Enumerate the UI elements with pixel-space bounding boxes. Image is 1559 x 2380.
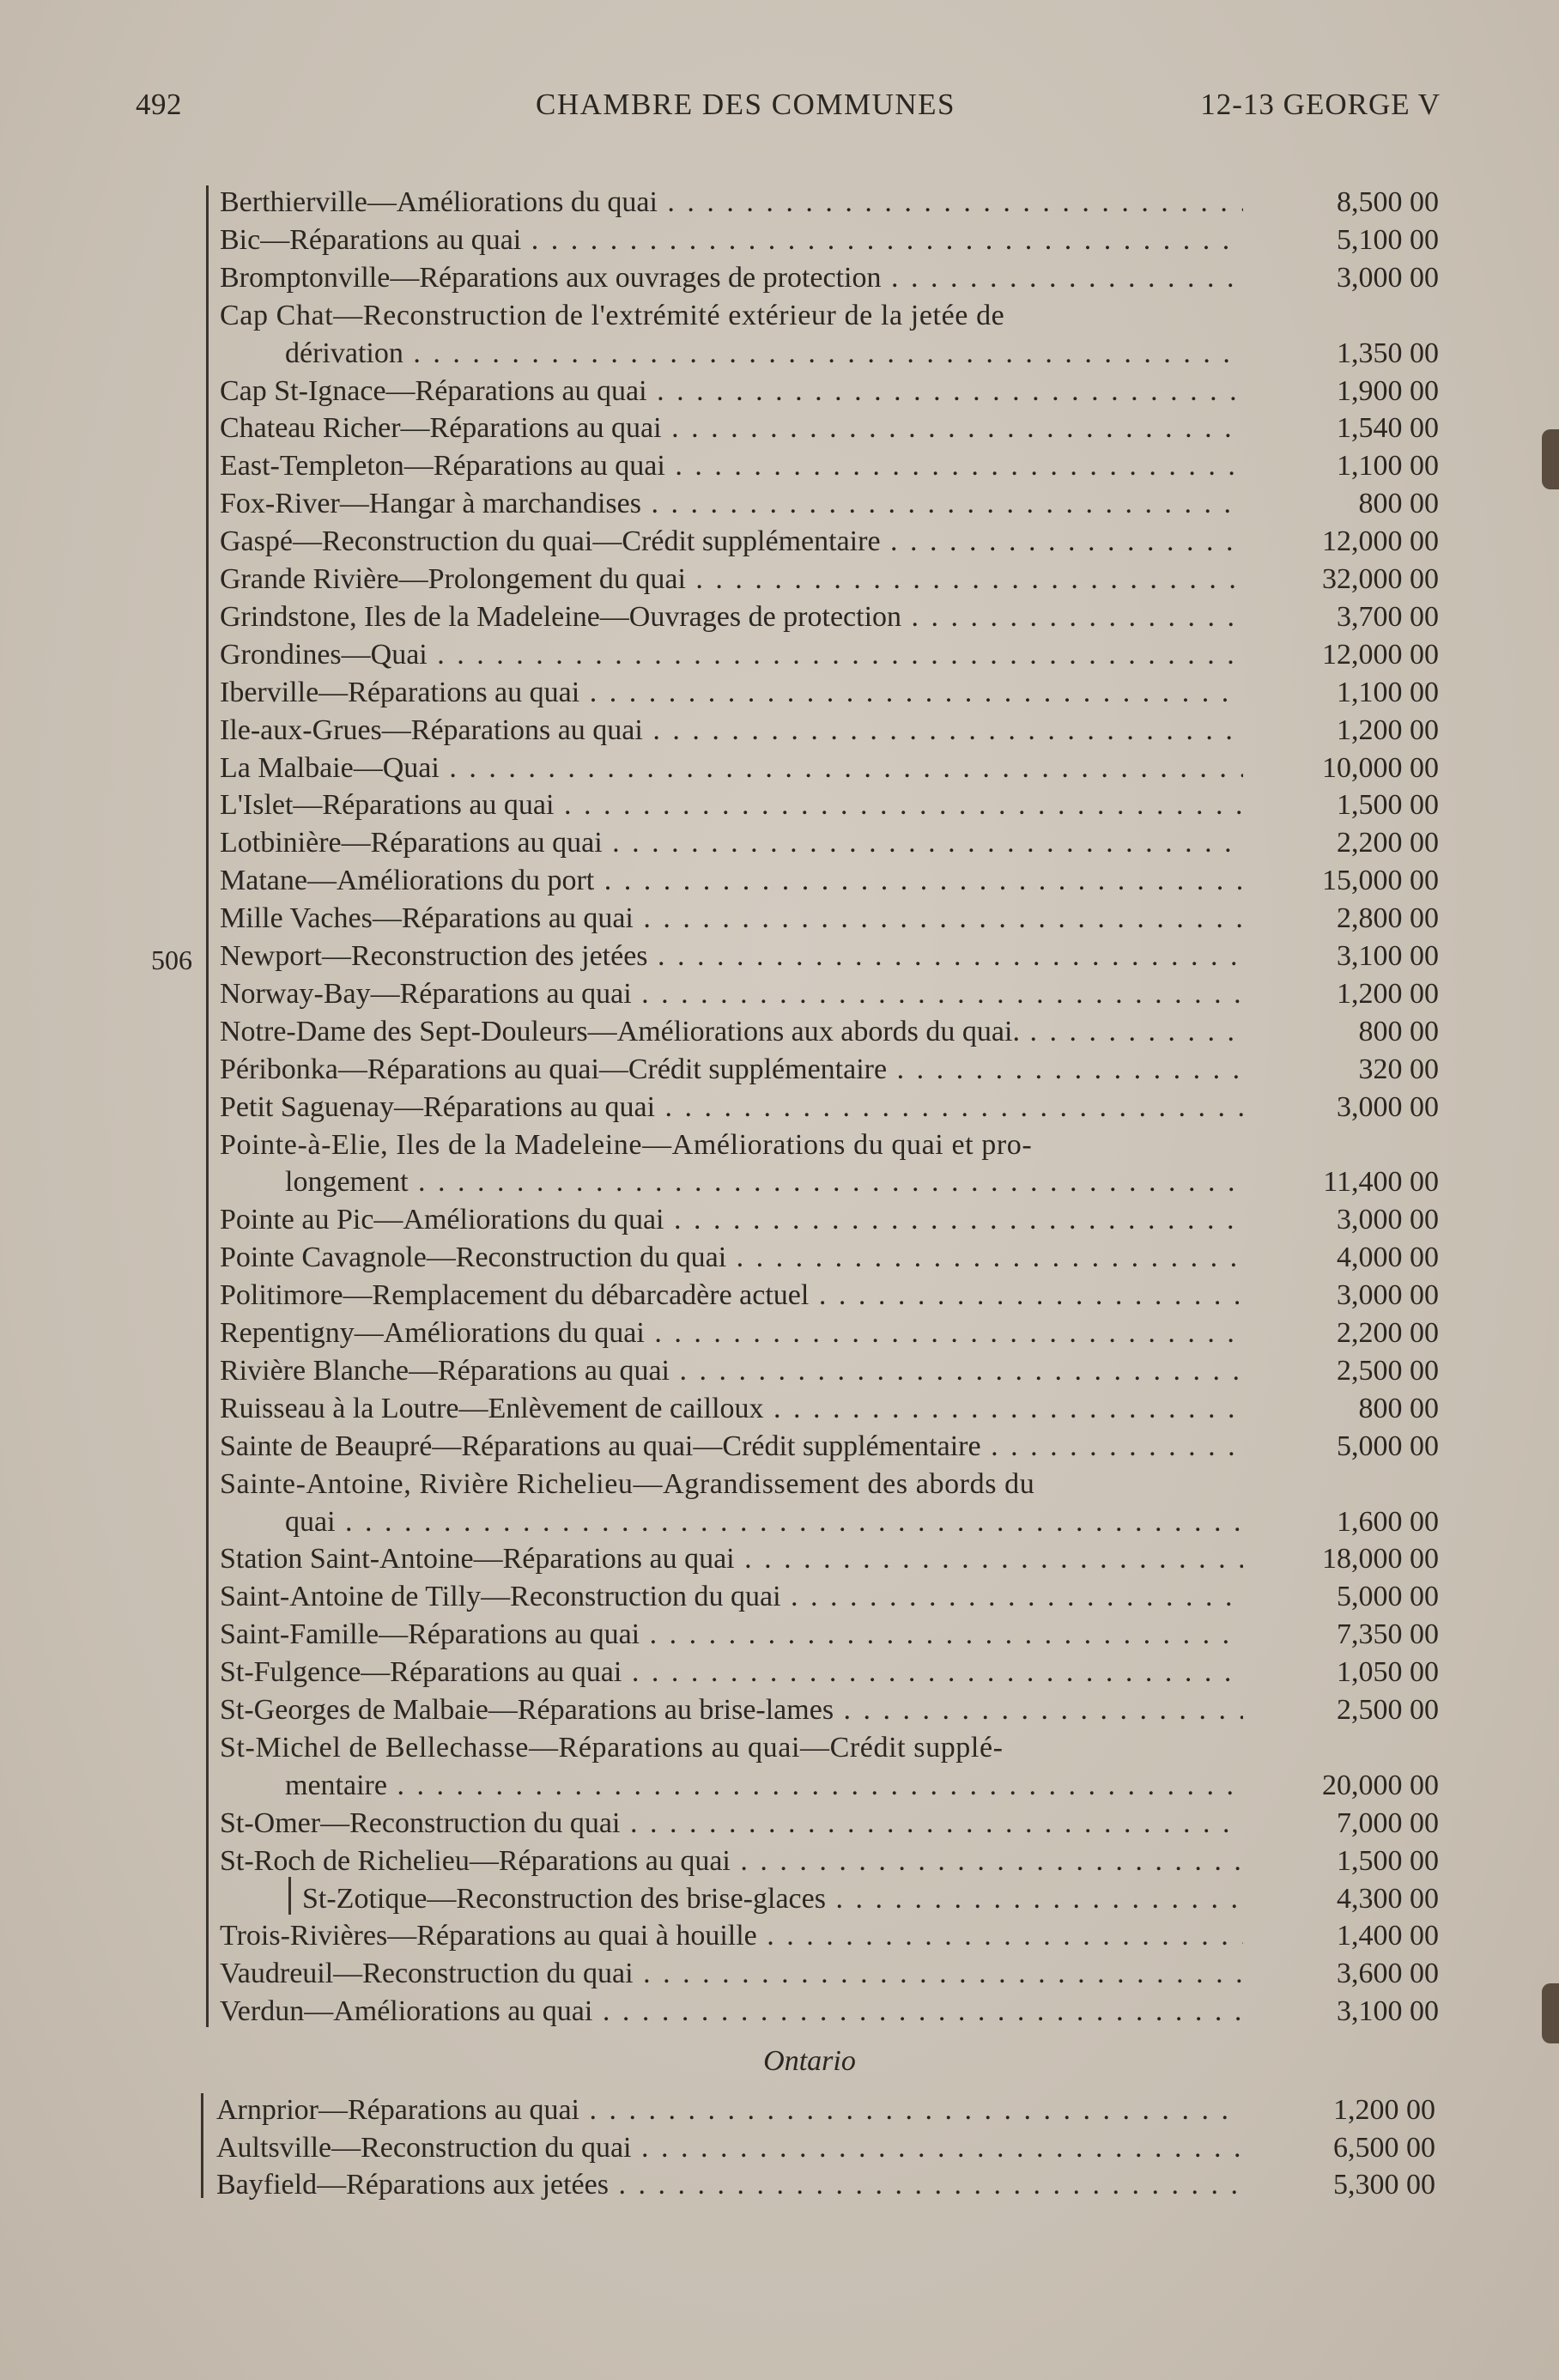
entry-description: St-Georges de Malbaie—Réparations au brise-lames . . . — [220, 1691, 1243, 1729]
entry-description: Cap Chat—Reconstruction de l'extrémité extérieur de la jetée de — [220, 299, 1005, 331]
entry-amount: 2,200 00 — [1337, 827, 1439, 859]
entry-line — [220, 184, 1439, 222]
entry-line — [220, 1201, 1439, 1239]
entry-description: Politimore—Remplacement du débarcadère actuel . . . — [220, 1277, 1243, 1314]
entry-line — [220, 636, 1439, 674]
entry-description: Iberville—Réparations au quai . . . — [220, 674, 1243, 712]
entry-line — [220, 1917, 1439, 1955]
entry-amount: 4,300 00 — [1337, 1882, 1439, 1915]
entry-description: Aultsville—Reconstruction du quai . . . — [216, 2129, 1240, 2167]
entry-line — [220, 1767, 1439, 1805]
entry-amount: 3,000 00 — [1337, 1204, 1439, 1236]
entry-line — [220, 1993, 1439, 2031]
entry-amount: 15,000 00 — [1322, 865, 1439, 897]
entry-amount: 3,100 00 — [1337, 1995, 1439, 2028]
entry-amount: 2,500 00 — [1337, 1354, 1439, 1387]
entry-amount: 10,000 00 — [1322, 751, 1439, 784]
entry-description: Pointe-à-Elie, Iles de la Madeleine—Améliorations du quai et pro- — [220, 1128, 1033, 1161]
margin-vote-number: 506 — [151, 944, 192, 975]
entry-line — [220, 335, 1439, 373]
entry-amount: 1,200 00 — [1337, 713, 1439, 746]
entry-amount: 3,000 00 — [1337, 1279, 1439, 1312]
entry-description: Pointe au Pic—Améliorations du quai . . . — [220, 1201, 1243, 1239]
entry-description: Arnprior—Réparations au quai . . . — [216, 2092, 1240, 2129]
entry-description: mentaire . . . — [285, 1767, 1243, 1805]
entry-amount: 5,000 00 — [1337, 1430, 1439, 1462]
entry-description: Mille Vaches—Réparations au quai . . . — [220, 900, 1243, 938]
entry-description: Vaudreuil—Reconstruction du quai . . . — [220, 1955, 1243, 1993]
entry-amount: 320 00 — [1358, 1053, 1439, 1085]
entry-amount: 3,600 00 — [1337, 1958, 1439, 1990]
entry-line — [220, 1352, 1439, 1390]
entry-amount: 3,000 00 — [1337, 261, 1439, 294]
entry-amount: 5,000 00 — [1337, 1581, 1439, 1613]
section-heading-ontario: Ontario — [763, 2045, 856, 2077]
entry-description: Newport—Reconstruction des jetées . . . — [220, 938, 1243, 975]
entry-amount: 2,500 00 — [1337, 1694, 1439, 1726]
entry-line — [220, 1540, 1439, 1578]
entry-description: Repentigny—Améliorations du quai . . . — [220, 1314, 1243, 1352]
entry-amount: 12,000 00 — [1322, 638, 1439, 671]
entry-description: longement . . . — [285, 1163, 1243, 1201]
entry-amount: 1,540 00 — [1337, 412, 1439, 445]
entry-amount: 2,800 00 — [1337, 902, 1439, 935]
entry-line — [216, 2166, 1435, 2204]
entry-line — [220, 674, 1439, 712]
entry-line — [220, 712, 1439, 750]
entry-description: Cap St-Ignace—Réparations au quai . . . — [220, 373, 1243, 410]
entry-description: Lotbinière—Réparations au quai . . . — [220, 824, 1243, 862]
entry-line — [220, 824, 1439, 862]
entry-line — [220, 1051, 1439, 1089]
entry-amount: 18,000 00 — [1322, 1543, 1439, 1576]
entry-line — [220, 1126, 1439, 1164]
entry-amount: 1,900 00 — [1337, 374, 1439, 407]
entry-line — [216, 2092, 1435, 2129]
entry-description: Chateau Richer—Réparations au quai . . . — [220, 410, 1243, 447]
page-edge-mark — [1542, 429, 1559, 489]
entry-description: Notre-Dame des Sept-Douleurs—Améliorations aux abords du quai. . . . — [220, 1013, 1243, 1051]
entry-line — [220, 1277, 1439, 1314]
entry-description: East-Templeton—Réparations au quai . . . — [220, 447, 1243, 485]
entry-description: Berthierville—Améliorations du quai . . . — [220, 184, 1243, 222]
entry-line — [216, 2129, 1435, 2167]
entry-line — [220, 1729, 1439, 1767]
entry-description: dérivation . . . — [285, 335, 1243, 373]
entry-line — [220, 1163, 1439, 1201]
entry-description: Sainte de Beaupré—Réparations au quai—Crédit supplémentaire . . . — [220, 1428, 1243, 1466]
entry-line — [220, 373, 1439, 410]
entry-amount: 7,350 00 — [1337, 1618, 1439, 1651]
reign-label: 12-13 GEORGE V — [1200, 88, 1441, 121]
entry-line — [220, 1089, 1439, 1126]
entry-description: Sainte-Antoine, Rivière Richelieu—Agrandissement des abords du — [220, 1467, 1035, 1500]
entry-amount: 8,500 00 — [1337, 186, 1439, 218]
entry-description: Bic—Réparations au quai . . . — [220, 222, 1243, 259]
entry-description: Grande Rivière—Prolongement du quai . . . — [220, 561, 1243, 598]
entry-line — [220, 1843, 1439, 1880]
entry-line — [220, 447, 1439, 485]
entry-amount: 1,600 00 — [1337, 1505, 1439, 1538]
entry-description: Matane—Améliorations du port . . . — [220, 862, 1243, 900]
entry-line — [220, 786, 1439, 824]
entry-amount: 20,000 00 — [1322, 1769, 1439, 1801]
entry-description: Saint-Antoine de Tilly—Reconstruction du quai . . . — [220, 1578, 1243, 1616]
entry-description: St-Fulgence—Réparations au quai . . . — [220, 1654, 1243, 1691]
entry-line — [220, 1239, 1439, 1277]
entry-line — [220, 1616, 1439, 1654]
entry-amount: 800 00 — [1358, 1392, 1439, 1424]
entry-line — [220, 1466, 1439, 1503]
entry-description: Pointe Cavagnole—Reconstruction du quai . . . — [220, 1239, 1243, 1277]
entry-line — [220, 938, 1439, 975]
entry-line — [220, 975, 1439, 1013]
entry-line — [220, 1805, 1439, 1843]
entry-line — [220, 1955, 1439, 1993]
page-header — [136, 88, 1441, 131]
entry-line — [220, 1578, 1439, 1616]
left-margin-rule — [206, 185, 209, 2027]
entry-description: Ile-aux-Grues—Réparations au quai . . . — [220, 712, 1243, 750]
entry-description: Gaspé—Reconstruction du quai—Crédit supplémentaire . . . — [220, 523, 1243, 561]
entry-description: Trois-Rivières—Réparations au quai à houille . . . — [220, 1917, 1243, 1955]
entry-description: Grindstone, Iles de la Madeleine—Ouvrages de protection . . . — [220, 598, 1243, 636]
entry-amount: 3,700 00 — [1337, 600, 1439, 633]
page-number: 492 — [136, 88, 182, 121]
entry-amount: 5,300 00 — [1333, 2169, 1435, 2201]
entry-description: Rivière Blanche—Réparations au quai . . . — [220, 1352, 1243, 1390]
ontario-margin-rule — [201, 2093, 203, 2198]
entry-description: Bromptonville—Réparations aux ouvrages de protection . . . — [220, 259, 1243, 297]
entry-description: quai . . . — [285, 1503, 1243, 1541]
entry-line — [220, 1390, 1439, 1428]
entry-amount: 1,200 00 — [1333, 2094, 1435, 2126]
entry-line — [220, 1503, 1439, 1541]
entry-amount: 1,100 00 — [1337, 676, 1439, 708]
entry-line — [220, 485, 1439, 523]
entry-amount: 6,500 00 — [1333, 2131, 1435, 2164]
entry-amount: 7,000 00 — [1337, 1806, 1439, 1839]
entry-description: Ruisseau à la Loutre—Enlèvement de cailloux . . . — [220, 1390, 1243, 1428]
entry-line — [220, 1428, 1439, 1466]
entry-description: Petit Saguenay—Réparations au quai . . . — [220, 1089, 1243, 1126]
entry-line — [220, 259, 1439, 297]
entry-amount: 1,500 00 — [1337, 789, 1439, 822]
entry-line — [220, 1013, 1439, 1051]
entry-description: L'Islet—Réparations au quai . . . — [220, 786, 1243, 824]
entry-description: St-Zotique—Reconstruction des brise-glaces . . . — [302, 1880, 1243, 1918]
entry-description: Péribonka—Réparations au quai—Crédit supplémentaire . . . — [220, 1051, 1243, 1089]
entry-amount: 1,050 00 — [1337, 1656, 1439, 1689]
entry-description: St-Roch de Richelieu—Réparations au quai . . . — [220, 1843, 1243, 1880]
entry-description: Verdun—Améliorations au quai . . . — [220, 1993, 1243, 2031]
entry-description: Norway-Bay—Réparations au quai . . . — [220, 975, 1243, 1013]
entry-amount: 1,350 00 — [1337, 337, 1439, 369]
entry-description: St-Michel de Bellechasse—Réparations au quai—Crédit supplé- — [220, 1731, 1004, 1764]
running-title: CHAMBRE DES COMMUNES — [536, 88, 955, 121]
entry-description: Grondines—Quai . . . — [220, 636, 1243, 674]
entry-line — [220, 750, 1439, 787]
entry-line — [220, 410, 1439, 447]
entry-amount: 3,000 00 — [1337, 1090, 1439, 1123]
entry-line — [220, 598, 1439, 636]
entry-amount: 1,100 00 — [1337, 450, 1439, 483]
entry-amount: 11,400 00 — [1323, 1166, 1439, 1199]
entry-amount: 1,400 00 — [1337, 1920, 1439, 1952]
entry-line — [220, 1880, 1439, 1918]
entry-amount: 5,100 00 — [1337, 223, 1439, 256]
page-edge-mark — [1542, 1983, 1559, 2043]
entry-amount: 2,200 00 — [1337, 1317, 1439, 1349]
entry-line — [220, 1654, 1439, 1691]
entry-line — [220, 222, 1439, 259]
entry-line — [220, 561, 1439, 598]
entry-description: St-Omer—Reconstruction du quai . . . — [220, 1805, 1243, 1843]
entry-line — [220, 1691, 1439, 1729]
entry-description: Station Saint-Antoine—Réparations au quai . . . — [220, 1540, 1243, 1578]
entry-amount: 4,000 00 — [1337, 1242, 1439, 1274]
entry-description: La Malbaie—Quai . . . — [220, 750, 1243, 787]
entry-amount: 12,000 00 — [1322, 525, 1439, 558]
entry-line — [220, 297, 1439, 335]
entry-amount: 1,500 00 — [1337, 1844, 1439, 1877]
entry-amount: 800 00 — [1358, 1015, 1439, 1047]
entry-description: Fox-River—Hangar à marchandises . . . — [220, 485, 1243, 523]
entry-amount: 32,000 00 — [1322, 563, 1439, 595]
entry-amount: 3,100 00 — [1337, 940, 1439, 972]
entry-amount: 1,200 00 — [1337, 977, 1439, 1010]
entry-amount: 800 00 — [1358, 488, 1439, 520]
entry-description: Bayfield—Réparations aux jetées . . . — [216, 2166, 1240, 2204]
entry-line — [220, 862, 1439, 900]
entry-description: Saint-Famille—Réparations au quai . . . — [220, 1616, 1243, 1654]
entry-line — [220, 900, 1439, 938]
entry-line — [220, 1314, 1439, 1352]
entry-line — [220, 523, 1439, 561]
